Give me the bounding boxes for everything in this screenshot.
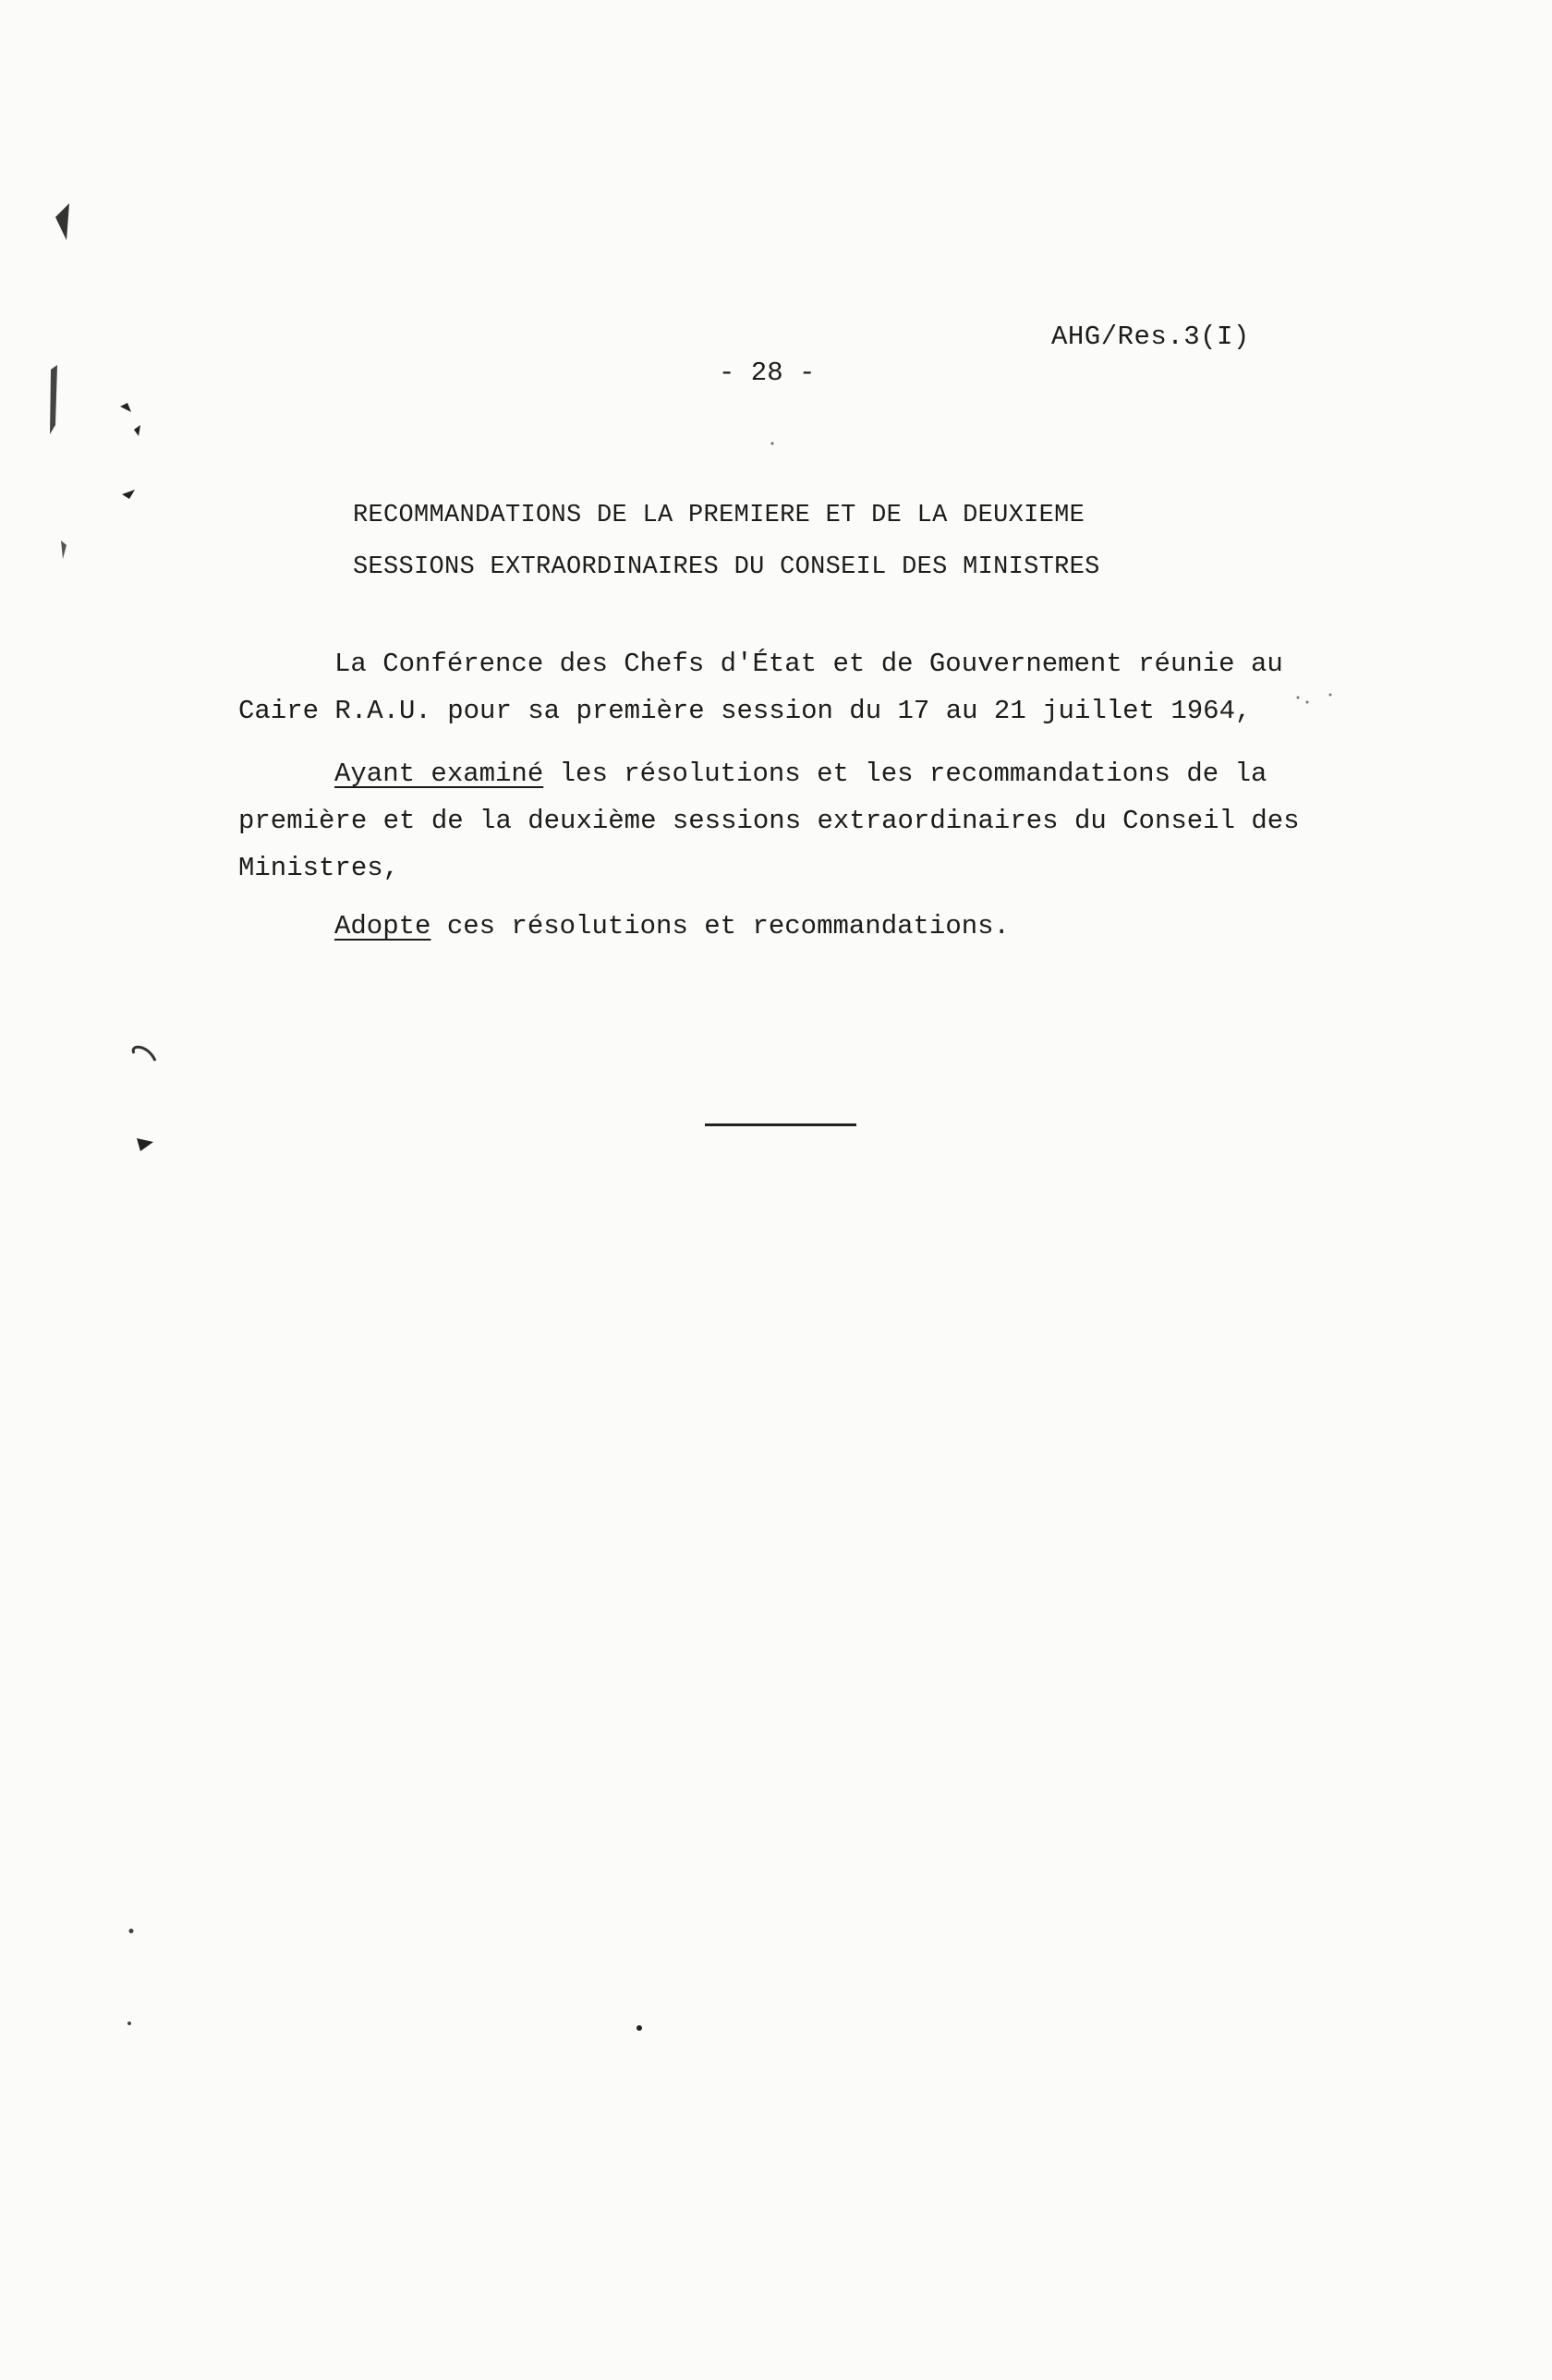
paragraph-operative [238,903,1315,950]
page-number: - 28 - [719,358,816,388]
paragraph-considering-text: les résolutions et les recommandations de la première et de la deuxième sessions extraordinaires du Conseil des Ministres, [238,759,1300,883]
paragraph-operative-text: ces résolutions et recommandations. [430,911,1010,941]
paragraph-considering [238,750,1315,892]
document-title [353,490,1100,593]
document-reference: AHG/Res.3(I) [1051,322,1250,352]
paragraph-preamble-text: La Conférence des Chefs d'État et de Gouvernement réunie au Caire R.A.U. pour sa première session du 17 au 21 juillet 1964, [238,649,1283,726]
title-line-2: SESSIONS EXTRAORDINAIRES DU CONSEIL DES MINISTRES [353,553,1100,581]
title-line-1: RECOMMANDATIONS DE LA PREMIERE ET DE LA DEUXIEME [353,502,1085,529]
paragraph-considering-lead: Ayant examiné [334,759,544,789]
closing-rule [705,1123,856,1126]
paragraph-operative-lead: Adopte [334,911,431,941]
paragraph-preamble [238,640,1315,735]
